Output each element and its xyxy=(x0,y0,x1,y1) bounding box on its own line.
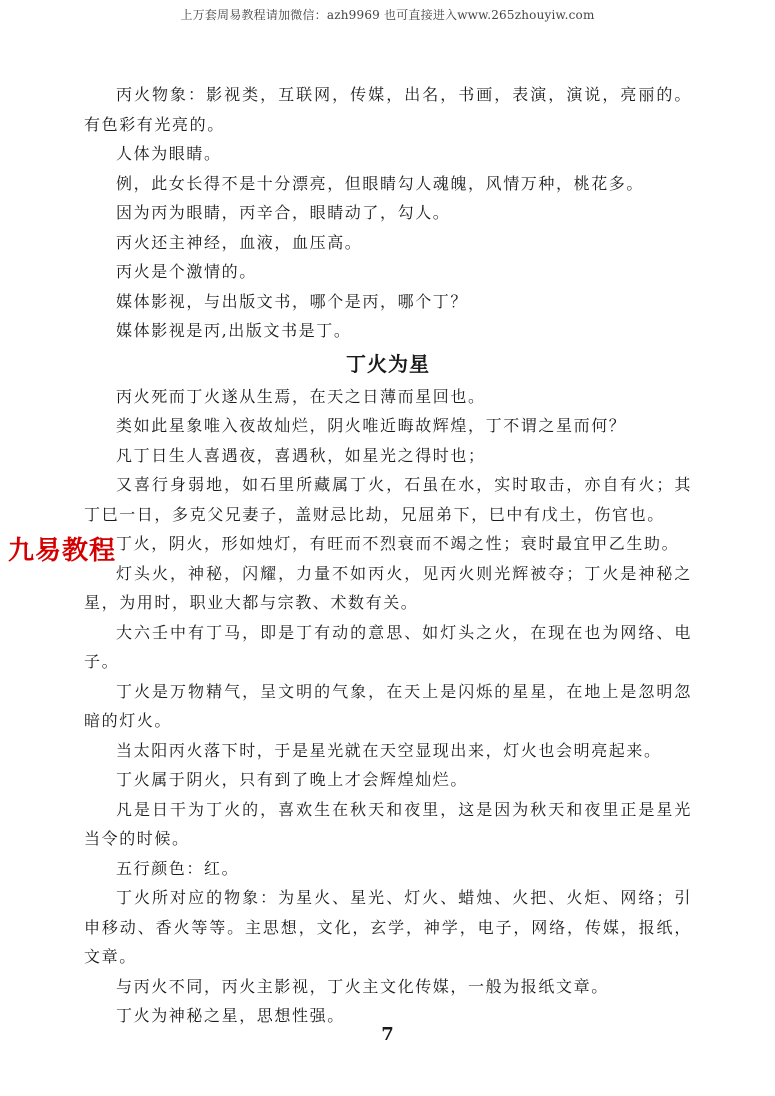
paragraph: 丁火，阴火，形如烛灯，有旺而不烈衰而不竭之性；衰时最宜甲乙生助。 xyxy=(116,534,680,553)
header-note: 上万套周易教程请加微信：azh9969 也可直接进入www.265zhouyiw.com xyxy=(180,8,595,22)
paragraph: 凡丁日生人喜遇夜，喜遇秋，如星光之得时也； xyxy=(116,445,486,465)
paragraph: 例，此女长得不是十分漂亮，但眼睛勾人魂魄，风情万种，桃花多。 xyxy=(116,173,645,193)
paragraph: 媒体影视是丙,出版文书是丁。 xyxy=(116,321,352,340)
paragraph: 媒体影视，与出版文书，哪个是丙，哪个丁？ xyxy=(116,291,469,311)
watermark-logo: 九易教程 xyxy=(8,536,117,566)
paragraph: 人体为眼睛。 xyxy=(116,144,222,163)
paragraph: 因为丙为眼睛，丙辛合，眼睛动了，勾人。 xyxy=(116,203,451,222)
paragraph: 丁火是万物精气，呈文明的气象，在天上是闪烁的星星，在地上是忽明忽暗的灯火。 xyxy=(84,681,692,730)
paragraph: 丙火还主神经，血液，血压高。 xyxy=(116,232,363,252)
paragraph: 当太阳丙火落下时，于是星光就在天空显现出来，灯火也会明亮起来。 xyxy=(116,740,662,760)
paragraph: 丙火是个激情的。 xyxy=(116,262,257,281)
paragraph: 丁火为神秘之星，思想性强。 xyxy=(116,1006,345,1025)
section-title: 丁火为星 xyxy=(346,351,430,376)
paragraph: 丁火所对应的物象：为星火、星光、灯火、蜡烛、火把、火炬、网络；引申移动、香火等等。主思想，文化，玄学，神学，电子，网络，传媒，报纸，文章。 xyxy=(84,888,692,966)
paragraph: 大六壬中有丁马，即是丁有动的意思、如灯头之火，在现在也为网络、电子。 xyxy=(84,622,692,671)
paragraph: 又喜行身弱地，如石里所藏属丁火，石虽在水，实时取击，亦自有火；其丁巳一日，多克父兄妻子，盖财忌比劫，兄屈弟下，巳中有戊土，伤官也。 xyxy=(84,475,692,524)
paragraph: 凡是日干为丁火的，喜欢生在秋天和夜里，这是因为秋天和夜里正是星光当令的时候。 xyxy=(84,799,692,848)
paragraph: 灯头火，神秘，闪耀，力量不如丙火，见丙火则光辉被夺；丁火是神秘之星，为用时，职业大都与宗教、术数有关。 xyxy=(84,563,692,612)
page-number: 7 xyxy=(381,1024,394,1045)
paragraph: 丙火物象：影视类，互联网，传媒，出名，书画，表演，演说，亮丽的。有色彩有光亮的。 xyxy=(84,85,692,134)
paragraph: 类如此星象唯入夜故灿烂，阴火唯近晦故辉煌，丁不谓之星而何？ xyxy=(116,416,627,435)
paragraph: 丁火属于阴火，只有到了晚上才会辉煌灿烂。 xyxy=(116,770,469,789)
document-body xyxy=(84,80,692,1031)
paragraph: 丙火死而丁火遂从生焉，在天之日薄而星回也。 xyxy=(116,386,486,406)
paragraph: 五行颜色：红。 xyxy=(116,858,240,878)
paragraph: 与丙火不同，丙火主影视，丁火主文化传媒，一般为报纸文章。 xyxy=(116,976,609,996)
